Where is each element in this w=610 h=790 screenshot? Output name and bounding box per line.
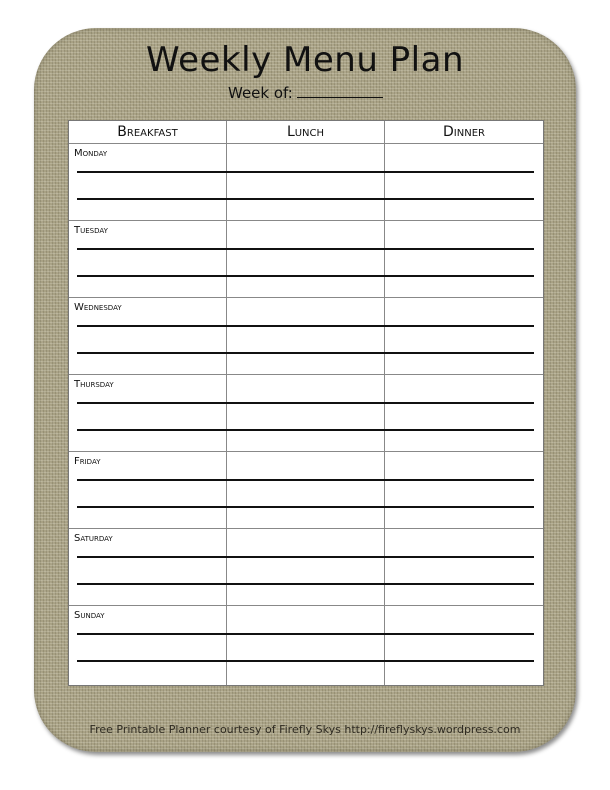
day-label-saturday: Saturday (74, 533, 113, 544)
writing-line[interactable] (77, 556, 534, 558)
menu-grid (68, 120, 544, 686)
day-divider (69, 605, 543, 606)
day-label-tuesday: Tuesday (74, 225, 108, 236)
day-divider (69, 297, 543, 298)
writing-line[interactable] (77, 248, 534, 250)
writing-line[interactable] (77, 402, 534, 404)
column-header-breakfast: Breakfast (117, 124, 178, 140)
week-of-label: Week of: (228, 84, 293, 102)
day-divider (69, 528, 543, 529)
writing-line[interactable] (77, 352, 534, 354)
writing-line[interactable] (77, 633, 534, 635)
week-of-field (228, 83, 383, 102)
writing-line[interactable] (77, 583, 534, 585)
writing-line[interactable] (77, 429, 534, 431)
writing-line[interactable] (77, 198, 534, 200)
writing-line[interactable] (77, 275, 534, 277)
column-header-lunch: Lunch (286, 124, 325, 140)
day-label-wednesday: Wednesday (74, 302, 122, 313)
writing-line[interactable] (77, 479, 534, 481)
week-of-blank (297, 83, 383, 98)
day-divider (69, 451, 543, 452)
footer-credit: Free Printable Planner courtesy of Firefly Skys http://fireflyskys.wordpress.com (89, 723, 521, 736)
day-label-friday: Friday (74, 456, 101, 467)
writing-line[interactable] (77, 506, 534, 508)
day-divider (69, 374, 543, 375)
day-divider (69, 220, 543, 221)
day-label-sunday: Sunday (74, 610, 105, 621)
page-title: Weekly Menu Plan (145, 40, 465, 80)
column-header-dinner: Dinner (443, 124, 485, 140)
day-label-thursday: Thursday (74, 379, 114, 390)
day-label-monday: Monday (74, 148, 108, 159)
header-divider (69, 143, 543, 144)
writing-line[interactable] (77, 660, 534, 662)
writing-line[interactable] (77, 171, 534, 173)
writing-line[interactable] (77, 325, 534, 327)
